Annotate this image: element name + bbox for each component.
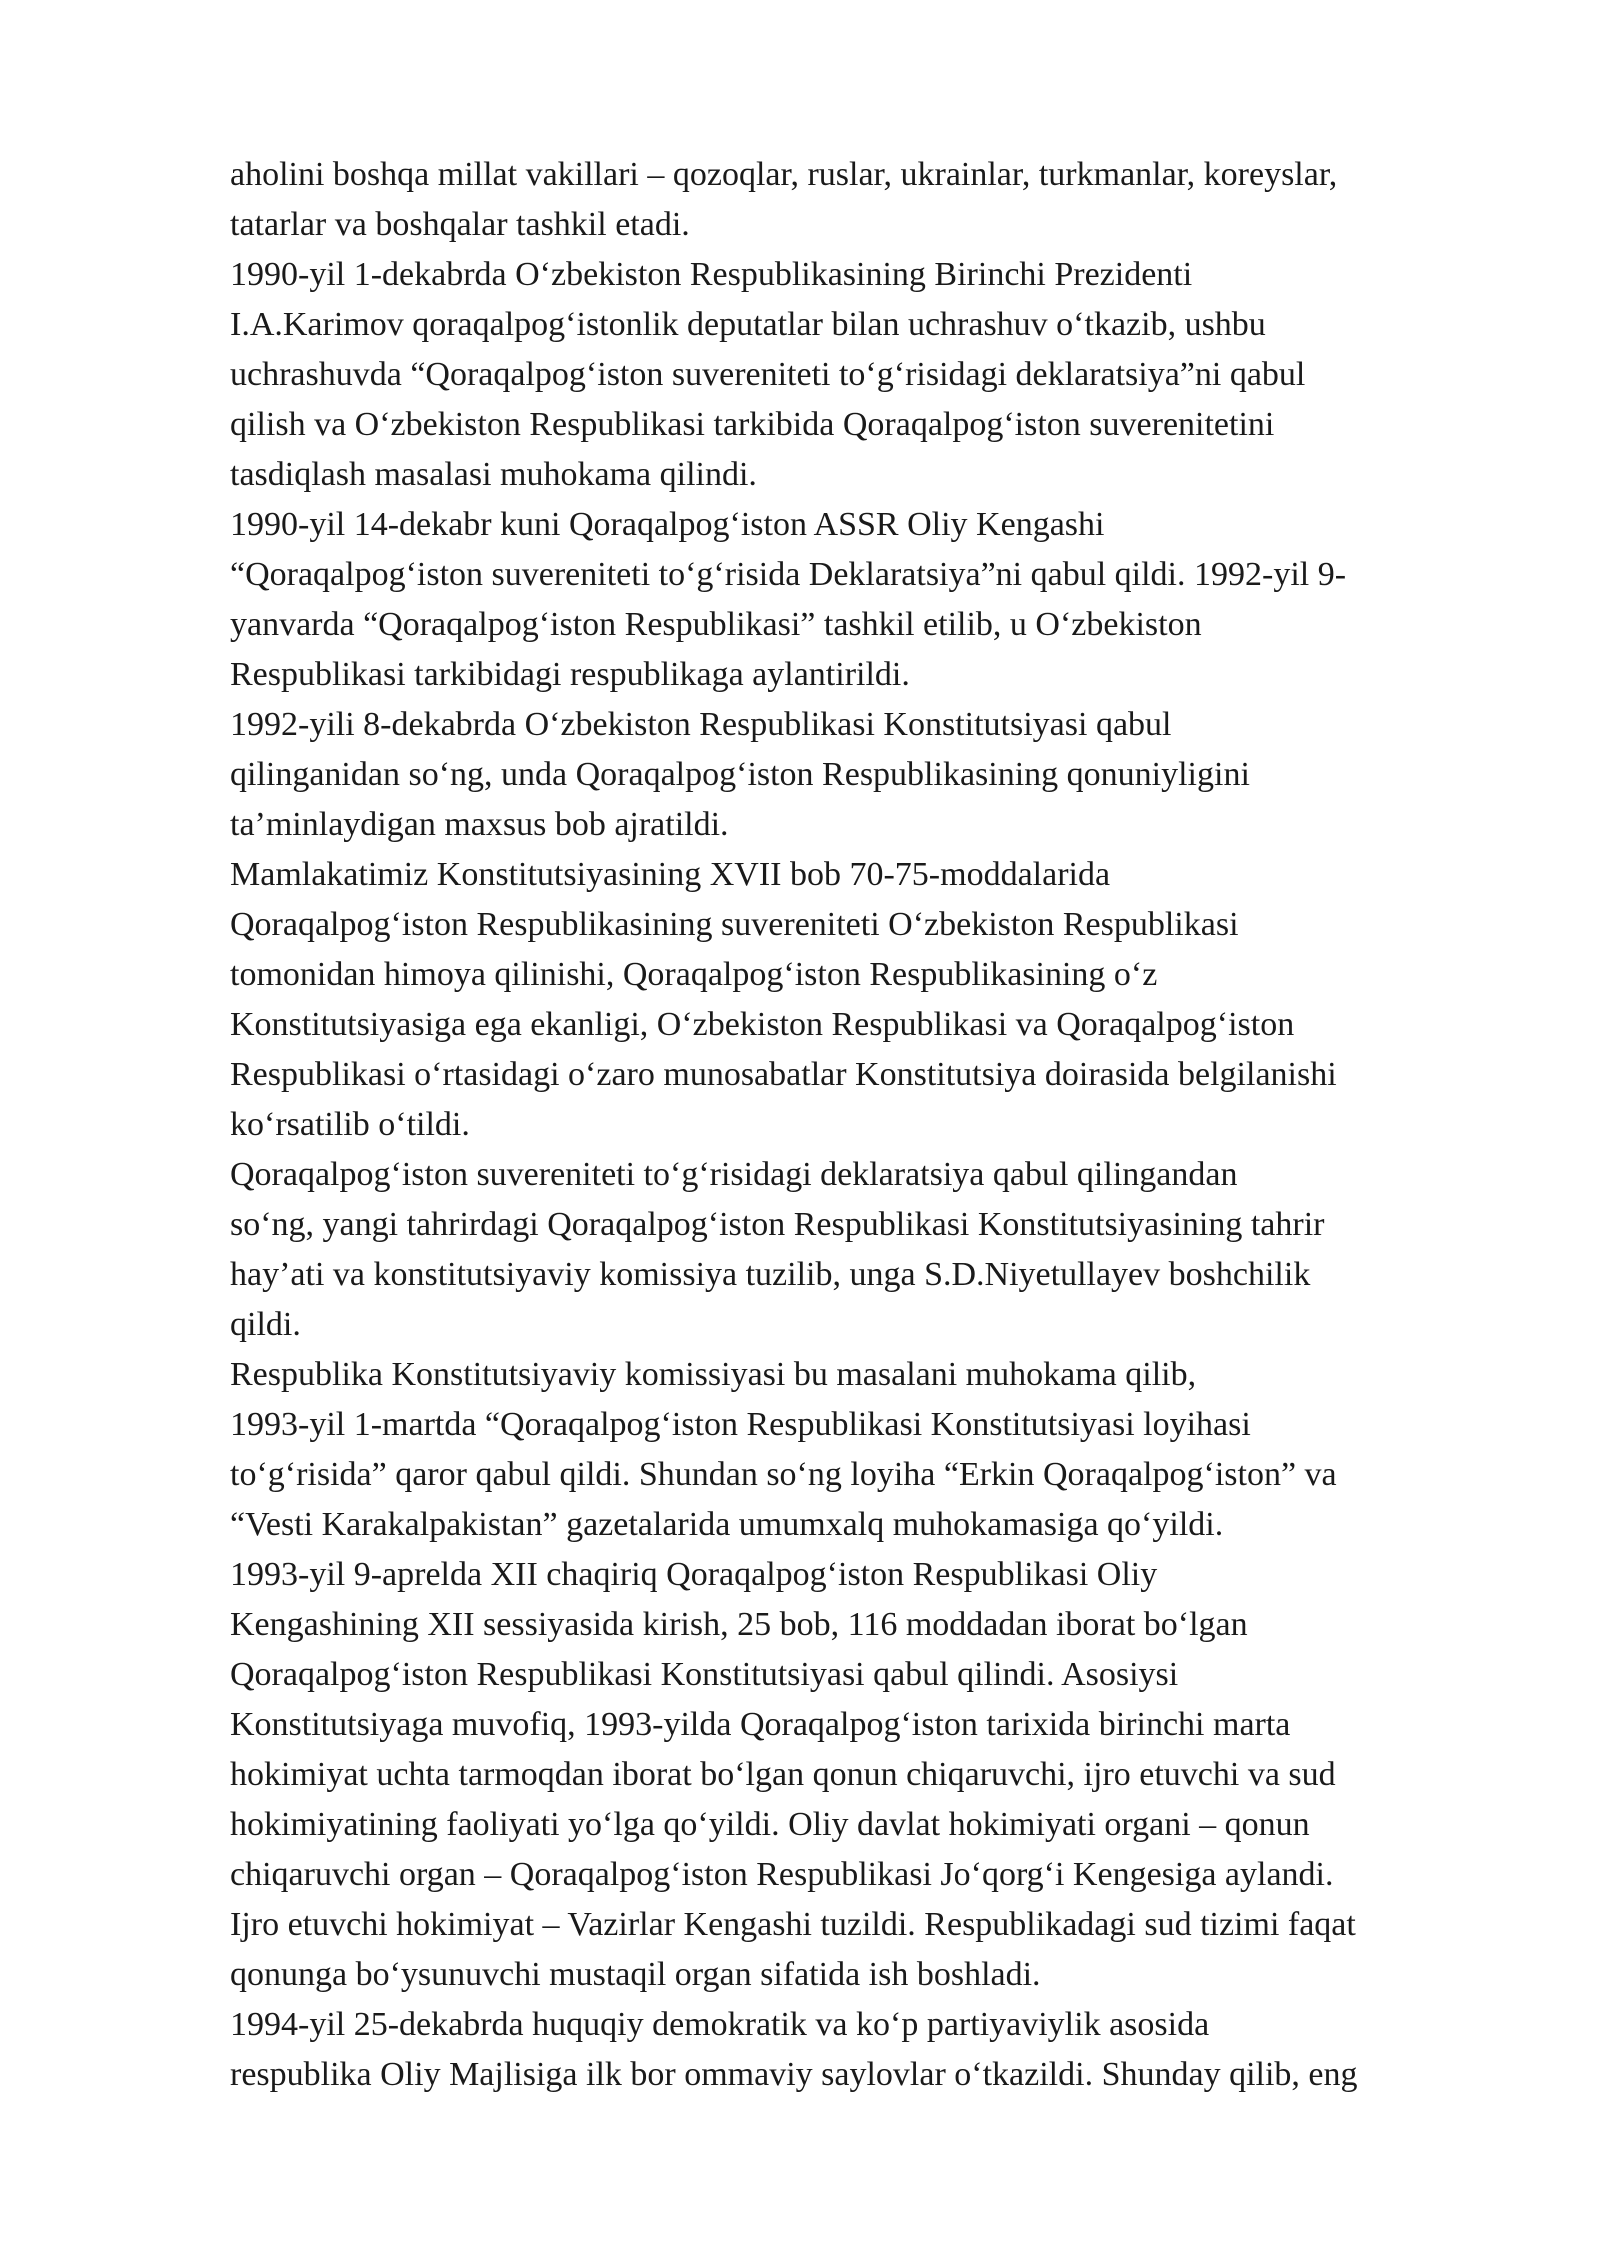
- text-line: 1992-yili 8-dekabrda O‘zbekiston Respublikasi Konstitutsiyasi qabul: [230, 706, 1172, 743]
- text-line: Respublikasi o‘rtasidagi o‘zaro munosabatlar Konstitutsiya doirasida belgilanishi: [230, 1056, 1337, 1093]
- text-line: Respublika Konstitutsiyaviy komissiyasi bu masalani muhokama qilib,: [230, 1356, 1197, 1393]
- text-line: so‘ng, yangi tahrirdagi Qoraqalpog‘iston Respublikasi Konstitutsiyasining tahrir: [230, 1206, 1325, 1243]
- text-line: Mamlakatimiz Konstitutsiyasining XVII bob 70-75-moddalarida: [230, 856, 1111, 893]
- text-line: 1994-yil 25-dekabrda huquqiy demokratik va ko‘p partiyaviylik asosida: [230, 2006, 1210, 2043]
- text-line: Qoraqalpog‘iston Respublikasi Konstitutsiyasi qabul qilindi. Asosiysi: [230, 1656, 1179, 1693]
- text-line: ta’minlaydigan maxsus bob ajratildi.: [230, 806, 729, 843]
- text-line: Respublikasi tarkibidagi respublikaga aylantirildi.: [230, 656, 910, 693]
- text-line: ko‘rsatilib o‘tildi.: [230, 1106, 470, 1143]
- text-line: Konstitutsiyasiga ega ekanligi, O‘zbekiston Respublikasi va Qoraqalpog‘iston: [230, 1006, 1295, 1043]
- text-line: tasdiqlash masalasi muhokama qilindi.: [230, 456, 757, 493]
- text-line: tatarlar va boshqalar tashkil etadi.: [230, 206, 690, 243]
- text-line: uchrashuvda “Qoraqalpog‘iston suvereniteti to‘g‘risidagi deklaratsiya”ni qabul: [230, 356, 1306, 393]
- text-line: respublika Oliy Majlisiga ilk bor ommaviy saylovlar o‘tkazildi. Shunday qilib, eng: [230, 2056, 1358, 2093]
- text-line: 1990-yil 1-dekabrda O‘zbekiston Respublikasining Birinchi Prezidenti: [230, 256, 1193, 293]
- text-line: Ijro etuvchi hokimiyat – Vazirlar Kengashi tuzildi. Respublikadagi sud tizimi faqat: [230, 1906, 1356, 1943]
- text-line: qonunga bo‘ysunuvchi mustaqil organ sifatida ish boshladi.: [230, 1956, 1041, 1993]
- text-line: hokimiyat uchta tarmoqdan iborat bo‘lgan qonun chiqaruvchi, ijro etuvchi va sud: [230, 1756, 1336, 1793]
- text-line: I.A.Karimov qoraqalpog‘istonlik deputatlar bilan uchrashuv o‘tkazib, ushbu: [230, 306, 1266, 343]
- text-line: “Vesti Karakalpakistan” gazetalarida umumxalq muhokamasiga qo‘yildi.: [230, 1506, 1224, 1543]
- text-line: tomonidan himoya qilinishi, Qoraqalpog‘iston Respublikasining o‘z: [230, 956, 1158, 993]
- text-line: qildi.: [230, 1306, 301, 1343]
- document-body: [230, 150, 1510, 2100]
- text-line: to‘g‘risida” qaror qabul qildi. Shundan so‘ng loyiha “Erkin Qoraqalpog‘iston” va: [230, 1456, 1337, 1493]
- text-line: hay’ati va konstitutsiyaviy komissiya tuzilib, unga S.D.Niyetullayev boshchilik: [230, 1256, 1311, 1293]
- text-line: qilish va O‘zbekiston Respublikasi tarkibida Qoraqalpog‘iston suverenitetini: [230, 406, 1275, 443]
- text-line: Qoraqalpog‘iston Respublikasining suvereniteti O‘zbekiston Respublikasi: [230, 906, 1239, 943]
- text-line: Kengashining XII sessiyasida kirish, 25 bob, 116 moddadan iborat bo‘lgan: [230, 1606, 1248, 1643]
- text-line: chiqaruvchi organ – Qoraqalpog‘iston Respublikasi Jo‘qorg‘i Kengesiga aylandi.: [230, 1856, 1334, 1893]
- text-line: qilinganidan so‘ng, unda Qoraqalpog‘iston Respublikasining qonuniyligini: [230, 756, 1250, 793]
- text-line: 1993-yil 9-aprelda XII chaqiriq Qoraqalpog‘iston Respublikasi Oliy: [230, 1556, 1158, 1593]
- text-line: 1990-yil 14-dekabr kuni Qoraqalpog‘iston ASSR Oliy Kengashi: [230, 506, 1105, 543]
- text-line: Qoraqalpog‘iston suvereniteti to‘g‘risidagi deklaratsiya qabul qilingandan: [230, 1156, 1238, 1193]
- text-line: “Qoraqalpog‘iston suvereniteti to‘g‘risida Deklaratsiya”ni qabul qildi. 1992-yil 9-: [230, 556, 1347, 593]
- text-line: Konstitutsiyaga muvofiq, 1993-yilda Qoraqalpog‘iston tarixida birinchi marta: [230, 1706, 1291, 1743]
- text-line: 1993-yil 1-martda “Qoraqalpog‘iston Respublikasi Konstitutsiyasi loyihasi: [230, 1406, 1251, 1443]
- text-line: yanvarda “Qoraqalpog‘iston Respublikasi” tashkil etilib, u O‘zbekiston: [230, 606, 1202, 643]
- text-line: hokimiyatining faoliyati yo‘lga qo‘yildi. Oliy davlat hokimiyati organi – qonun: [230, 1806, 1310, 1843]
- text-line: aholini boshqa millat vakillari – qozoqlar, ruslar, ukrainlar, turkmanlar, koreyslar,: [230, 156, 1338, 193]
